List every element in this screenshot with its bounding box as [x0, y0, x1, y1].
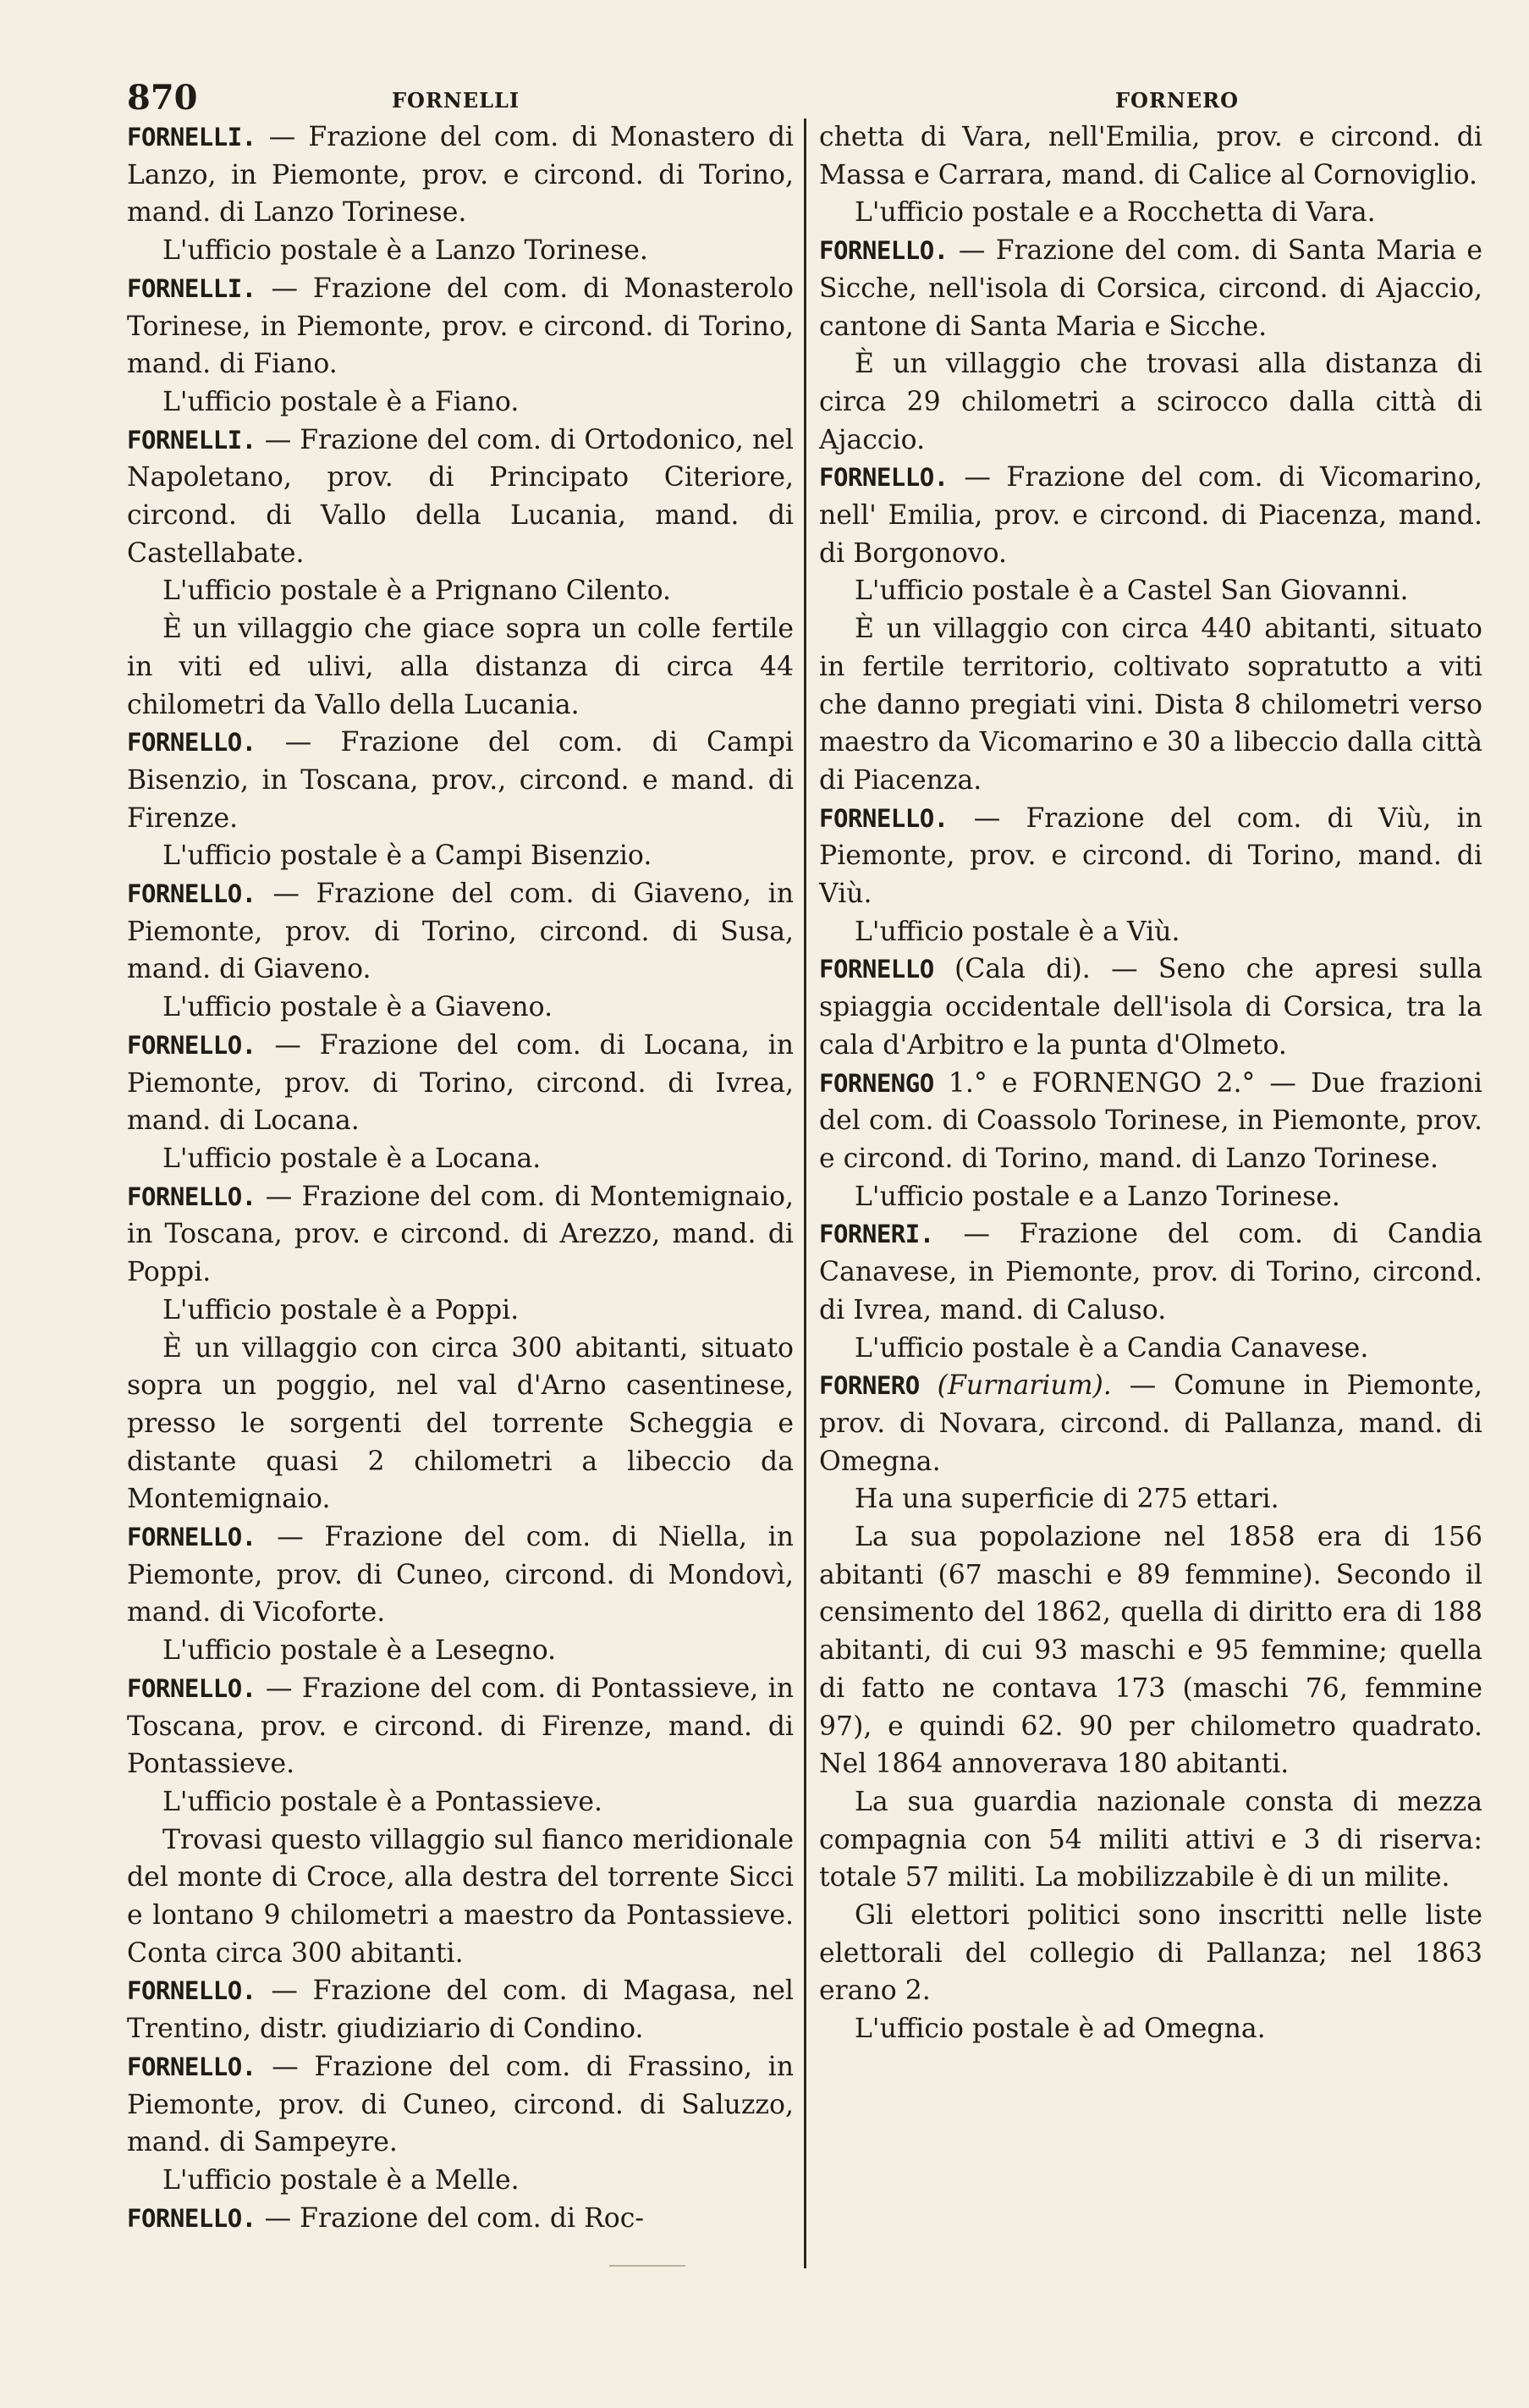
entry-text: L'ufficio postale e a Lanzo Torinese.: [855, 1181, 1340, 1212]
entry-text: — Frazione del com. di Candia Canavese, in Piemonte, prov. di Torino, circond. di Ivrea, mand. di Caluso.: [819, 1219, 1482, 1325]
running-head-right: FORNERO: [1115, 88, 1239, 113]
entry-text: — Frazione del com. di Monastero di Lanzo, in Piemonte, prov. e circond. di Torino, mand. di Lanzo Torinese.: [127, 122, 794, 229]
entry-text: La sua popolazione nel 1858 era di 156 abitanti (67 maschi e 89 femmine). Secondo il censimento del 1862, quella di diritto era di 188 abitanti, di cui 93 maschi e 95 femmine; quella di fatto ne contava 173 (maschi 76, femmine 97), e quindi 62. 90 per chilometro quadrato. Nel 1864 annoverava 180 abitanti.: [819, 1522, 1482, 1780]
dictionary-entry: [127, 875, 794, 989]
entry-headword: FORNELLI.: [127, 425, 256, 455]
dictionary-entry: [819, 1215, 1482, 1329]
entry-text: L'ufficio postale è a Melle.: [162, 2164, 520, 2196]
entry-headword: FORNELLO.: [127, 1976, 256, 2006]
entry-text: — Frazione del com. di Giaveno, in Piemonte, prov. di Torino, circond. di Susa, mand. di Giaveno.: [127, 879, 794, 985]
entry-paragraph: [127, 572, 794, 610]
dictionary-entry: [127, 1670, 794, 1783]
entry-paragraph: [127, 232, 794, 270]
entry-headword: FORNELLO.: [127, 1030, 256, 1060]
entry-paragraph: [127, 1821, 794, 1973]
dictionary-entry: [127, 1972, 794, 2047]
entry-text: L'ufficio postale è a Lanzo Torinese.: [162, 235, 648, 267]
entry-paragraph: [127, 2162, 794, 2200]
entry-paragraph: [127, 383, 794, 422]
entry-text: Trovasi questo villaggio sul fianco meridionale del monte di Croce, alla destra del torrente Sicci e lontano 9 chilometri a maestro da Pontassieve. Conta circa 300 abitanti.: [127, 1824, 794, 1969]
entry-text: — Frazione del com. di Santa Maria e Sicche, nell'isola di Corsica, circond. di Ajaccio, cantone di Santa Maria e Sicche.: [819, 235, 1482, 342]
entry-text: — Frazione del com. di Pontassieve, in Toscana, prov. e circond. di Firenze, mand. di Pontassieve.: [127, 1672, 794, 1780]
latin-name: (Furnarium).: [919, 1370, 1112, 1402]
entry-headword: FORNELLO.: [127, 728, 256, 758]
entry-paragraph: [127, 1140, 794, 1178]
dictionary-entry: [819, 1367, 1482, 1480]
dictionary-entry: [127, 2200, 794, 2238]
entry-text: — Frazione del com. di Locana, in Piemonte, prov. di Torino, circond. di Ivrea, mand. di Locana.: [127, 1029, 794, 1137]
entry-headword: FORNELLO.: [127, 1673, 256, 1703]
entry-paragraph: [127, 837, 794, 875]
entry-text: È un villaggio che trovasi alla distanza di circa 29 chilometri a scirocco dalla città di Ajaccio.: [819, 349, 1482, 455]
entry-text: — Frazione del com. di Roc-: [256, 2202, 645, 2234]
entry-text: L'ufficio postale è a Locana.: [162, 1143, 542, 1174]
entry-paragraph: [819, 118, 1482, 194]
entry-text: (Cala di). — Seno che apresi sulla spiaggia occidentale dell'isola di Corsica, tra la cala d'Arbitro e la punta d'Olmeto.: [819, 954, 1482, 1061]
entry-text: L'ufficio postale è a Fiano.: [162, 386, 520, 417]
entry-text: L'ufficio postale è a Viù.: [855, 916, 1180, 947]
entry-headword: FORNELLO.: [819, 803, 949, 833]
dictionary-entry: [127, 724, 794, 837]
entry-text: La sua guardia nazionale consta di mezza compagnia con 54 militi attivi e 3 di riserva: totale 57 militi. La mobilizzabile è di un milite.: [819, 1786, 1482, 1893]
entry-paragraph: [819, 2010, 1482, 2048]
entry-headword: FORNENGO: [819, 1068, 934, 1098]
entry-paragraph: [127, 989, 794, 1027]
entry-headword: FORNELLO.: [819, 236, 949, 266]
running-head-left: FORNELLI: [392, 88, 520, 113]
entry-paragraph: [819, 345, 1482, 459]
bottom-rule: [609, 2265, 685, 2267]
column-divider: [804, 118, 806, 2268]
entry-text: — Frazione del com. di Vicomarino, nell' Emilia, prov. e circond. di Piacenza, mand. di Borgonovo.: [819, 462, 1482, 569]
entry-text: — Frazione del com. di Montemignaio, in Toscana, prov. e circond. di Arezzo, mand. di Poppi.: [127, 1181, 794, 1288]
right-column: [819, 118, 1482, 2048]
dictionary-entry: [819, 800, 1482, 913]
entry-paragraph: [819, 1480, 1482, 1518]
dictionary-entry: [127, 118, 794, 232]
entry-text: L'ufficio postale è a Candia Canavese.: [855, 1332, 1369, 1364]
entry-text: L'ufficio postale e a Rocchetta di Vara.: [855, 197, 1376, 229]
entry-paragraph: [819, 913, 1482, 951]
entry-headword: FORNELLI.: [127, 123, 256, 152]
dictionary-entry: [127, 422, 794, 573]
entry-text: — Frazione del com. di Frassino, in Piemonte, prov. di Cuneo, circond. di Saluzzo, mand. di Sampeyre.: [127, 2051, 794, 2158]
entry-text: L'ufficio postale è ad Omegna.: [855, 2014, 1266, 2045]
entry-paragraph: [127, 1783, 794, 1821]
entry-text: L'ufficio postale è a Castel San Giovanni.: [855, 576, 1409, 607]
dictionary-entry: [127, 1518, 794, 1632]
entry-paragraph: [127, 610, 794, 724]
entry-text: È un villaggio con circa 440 abitanti, situato in fertile territorio, coltivato sopratutto a viti che danno pregiati vini. Dista 8 chilometri verso maestro da Vicomarino e 30 a libeccio dalla città di Piacenza.: [819, 614, 1482, 796]
entry-paragraph: [127, 1330, 794, 1519]
entry-text: È un villaggio che giace sopra un colle fertile in viti ed ulivi, alla distanza di circa 44 chilometri da Vallo della Lucania.: [127, 614, 794, 720]
entry-text: — Comune in Piemonte, prov. di Novara, circond. di Pallanza, mand. di Omegna.: [819, 1370, 1482, 1477]
entry-text: L'ufficio postale è a Prignano Cilento.: [162, 576, 672, 607]
entry-paragraph: [819, 572, 1482, 610]
entry-paragraph: [127, 1292, 794, 1330]
page-header: [0, 78, 1529, 120]
entry-paragraph: [819, 1518, 1482, 1783]
entry-headword: FORNELLO.: [127, 2203, 256, 2233]
dictionary-entry: [819, 232, 1482, 345]
left-column: [127, 118, 794, 2237]
entry-headword: FORNELLO.: [127, 1523, 256, 1552]
entry-text: Ha una superficie di 275 ettari.: [855, 1484, 1279, 1515]
entry-paragraph: [819, 1178, 1482, 1216]
entry-text: — Frazione del com. di Ortodonico, nel Napoletano, prov. di Principato Citeriore, circond. di Vallo della Lucania, mand. di Castellabate.: [127, 424, 794, 569]
entry-paragraph: [819, 1783, 1482, 1897]
entry-headword: FORNERO: [819, 1371, 920, 1401]
entry-headword: FORNELLI.: [127, 273, 256, 303]
entry-headword: FORNELLO.: [819, 463, 949, 493]
entry-text: 1.° e FORNENGO 2.° — Due frazioni del com. di Coassolo Torinese, in Piemonte, prov. e circond. di Torino, mand. di Lanzo Torinese.: [819, 1067, 1482, 1174]
entry-text: È un villaggio con circa 300 abitanti, situato sopra un poggio, nel val d'Arno casentinese, presso le sorgenti del torrente Scheggia e distante quasi 2 chilometri a libeccio da Montemignaio.: [127, 1332, 794, 1515]
dictionary-entry: [127, 270, 794, 383]
entry-paragraph: [127, 1632, 794, 1670]
entry-text: Gli elettori politici sono inscritti nelle liste elettorali del collegio di Pallanza; nel 1863 erano 2.: [819, 1900, 1482, 2007]
page-number: 870: [127, 78, 198, 118]
entry-text: L'ufficio postale è a Campi Bisenzio.: [162, 840, 652, 872]
entry-paragraph: [819, 610, 1482, 800]
entry-headword: FORNERI.: [819, 1220, 934, 1249]
dictionary-entry: [819, 459, 1482, 572]
entry-headword: FORNELLO.: [127, 2052, 256, 2081]
entry-paragraph: [819, 1897, 1482, 2010]
dictionary-entry: [127, 2048, 794, 2162]
entry-text: L'ufficio postale è a Lesegno.: [162, 1635, 557, 1667]
entry-text: — Frazione del com. di Monasterolo Torinese, in Piemonte, prov. e circond. di Torino, mand. di Fiano.: [127, 273, 794, 380]
entry-paragraph: [819, 1330, 1482, 1368]
entry-text: chetta di Vara, nell'Emilia, prov. e circond. di Massa e Carrara, mand. di Calice al Cornoviglio.: [819, 122, 1482, 190]
entry-headword: FORNELLO.: [127, 879, 256, 909]
entry-text: — Frazione del com. di Magasa, nel Trentino, distr. giudiziario di Condino.: [127, 1975, 794, 2045]
dictionary-entry: [819, 951, 1482, 1064]
entry-text: — Frazione del com. di Campi Bisenzio, in Toscana, prov., circond. e mand. di Firenze.: [127, 727, 794, 834]
entry-text: L'ufficio postale è a Poppi.: [162, 1294, 520, 1325]
entry-text: L'ufficio postale è a Pontassieve.: [162, 1786, 603, 1817]
entry-headword: FORNELLO.: [127, 1182, 256, 1211]
dictionary-entry: [127, 1027, 794, 1140]
dictionary-entry: [819, 1065, 1482, 1178]
entry-text: — Frazione del com. di Viù, in Piemonte, prov. e circond. di Torino, mand. di Viù.: [819, 802, 1482, 910]
entry-text: — Frazione del com. di Niella, in Piemonte, prov. di Cuneo, circond. di Mondovì, mand. di Vicoforte.: [127, 1522, 794, 1628]
dictionary-entry: [127, 1178, 794, 1292]
entry-paragraph: [819, 194, 1482, 232]
entry-text: L'ufficio postale è a Giaveno.: [162, 992, 553, 1023]
entry-headword: FORNELLO: [819, 955, 934, 984]
